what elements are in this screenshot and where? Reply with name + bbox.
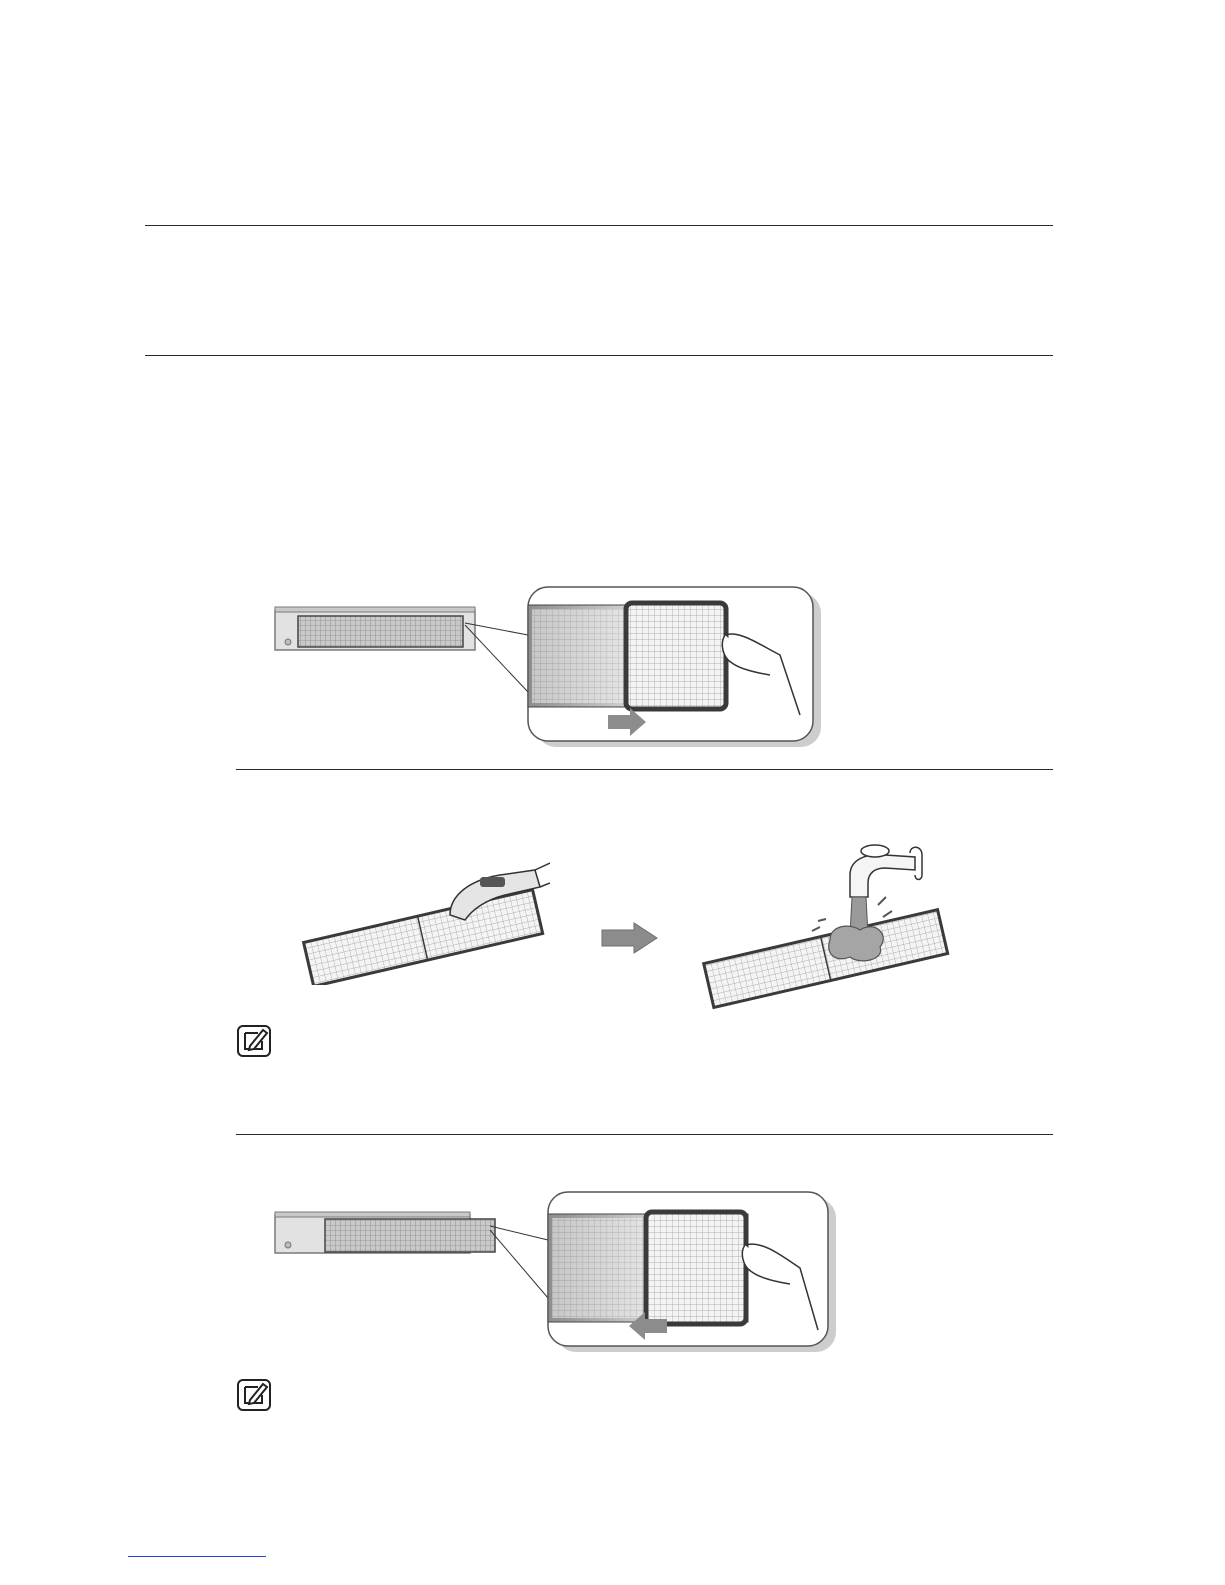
callout-panel bbox=[548, 1192, 836, 1352]
unit-body bbox=[275, 1212, 495, 1253]
section-divider-1 bbox=[236, 769, 1053, 770]
section-divider-2 bbox=[236, 1134, 1053, 1135]
faucet-icon bbox=[850, 845, 922, 897]
header-rule-top bbox=[145, 225, 1053, 226]
callout-panel bbox=[528, 587, 821, 747]
note-pencil-icon bbox=[236, 1378, 272, 1412]
remove-filter-figure bbox=[270, 585, 830, 750]
rinse-filter-figure bbox=[700, 835, 960, 1010]
unit-body bbox=[275, 607, 475, 650]
arrow-right-icon bbox=[600, 922, 660, 954]
brush-filter-figure bbox=[300, 855, 550, 985]
header-rule-bottom bbox=[145, 355, 1053, 356]
footer-link-underline[interactable] bbox=[128, 1556, 266, 1557]
insert-filter-figure bbox=[270, 1190, 840, 1355]
note-pencil-icon bbox=[236, 1024, 272, 1058]
